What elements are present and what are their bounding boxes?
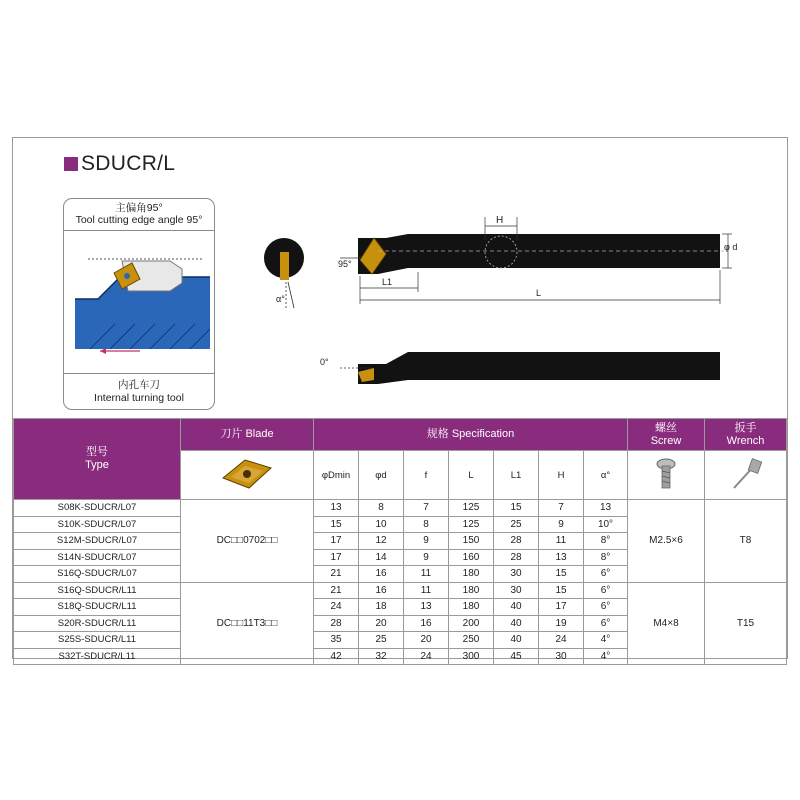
inset-bottom (64, 373, 214, 409)
table-row: S12M-SDUCR/L07 17 12 9 150 28 11 8° (14, 533, 787, 550)
inset-bottom-cn: 内孔车刀 (118, 379, 160, 391)
wrench-icon (728, 456, 764, 492)
col-dmin: φDmin (314, 451, 359, 500)
l1-label: L1 (382, 277, 393, 287)
col-h: H (539, 451, 584, 500)
col-l1: L1 (494, 451, 539, 500)
table-row: S32T-SDUCR/L11 42 32 24 300 45 30 4° (14, 648, 787, 665)
zero-label: 0° (320, 357, 329, 367)
group-11 (14, 582, 787, 665)
inset-top-en: Tool cutting edge angle 95° (75, 214, 203, 226)
machining-diagram (70, 239, 210, 367)
screw-size-11: M4×8 (628, 582, 705, 665)
type-header: 型号 Type (14, 419, 181, 500)
blade-image-cell (181, 451, 314, 500)
blade-code-11: DC□□11T3□□ (181, 582, 314, 665)
screw-image-cell (628, 451, 705, 500)
col-alpha: α° (584, 451, 628, 500)
inset-top-cn: 主偏角95° (115, 202, 163, 214)
wrench-size-11: T15 (705, 582, 787, 665)
header-row-1 (14, 419, 787, 451)
screw-header: 螺丝 Screw (628, 419, 705, 451)
alpha-line-2 (288, 282, 294, 308)
wrench-image-cell (705, 451, 787, 500)
group-07 (14, 500, 787, 583)
title-square-icon (64, 157, 78, 171)
col-d: φd (359, 451, 404, 500)
alpha-label: α° (276, 294, 285, 304)
end-view-insert (280, 252, 289, 280)
wrench-header: 扳手 Wrench (705, 419, 787, 451)
tool-drawing (258, 212, 738, 398)
angle-label: 95° (338, 259, 352, 269)
spec-table (13, 418, 787, 665)
title-text: SDUCR/L (81, 152, 176, 175)
tool-bar-side (358, 352, 720, 384)
inset-bottom-en: Internal turning tool (94, 392, 184, 404)
table-row: S10K-SDUCR/L07 15 10 8 125 25 9 10° (14, 516, 787, 533)
screw-icon (651, 456, 681, 492)
inset-top (64, 199, 214, 231)
table-row: S16Q-SDUCR/L11 DC□□11T3□□ 21 16 11 180 30 15 6° M4×8 T15 (14, 582, 787, 599)
h-label: H (496, 215, 504, 226)
inset-panel (63, 198, 215, 410)
product-title (64, 152, 175, 176)
table-row: S20R-SDUCR/L11 28 20 16 200 40 19 6° (14, 615, 787, 632)
col-l: L (449, 451, 494, 500)
screw-size-07: M2.5×6 (628, 500, 705, 583)
tool-bar (358, 234, 720, 274)
wrench-size-07: T8 (705, 500, 787, 583)
d-label: φ d (724, 242, 738, 252)
table-row: S08K-SDUCR/L07 DC□□0702□□ 13 8 7 125 15 7 13 M2.5×6 T8 (14, 500, 787, 517)
l-label: L (536, 288, 542, 298)
table-row: S25S-SDUCR/L11 35 25 20 250 40 24 4° (14, 632, 787, 649)
blade-header: 刀片 Blade (181, 419, 314, 451)
table-row: S18Q-SDUCR/L11 24 18 13 180 40 17 6° (14, 599, 787, 616)
insert-screw (124, 273, 130, 279)
table-row: S16Q-SDUCR/L07 21 16 11 180 30 15 6° (14, 566, 787, 583)
col-f: f (404, 451, 449, 500)
spec-header: 规格 Specification (314, 419, 628, 451)
blade-insert-icon (217, 456, 277, 492)
blade-code-07: DC□□0702□□ (181, 500, 314, 583)
table-row: S14N-SDUCR/L07 17 14 9 160 28 13 8° (14, 549, 787, 566)
